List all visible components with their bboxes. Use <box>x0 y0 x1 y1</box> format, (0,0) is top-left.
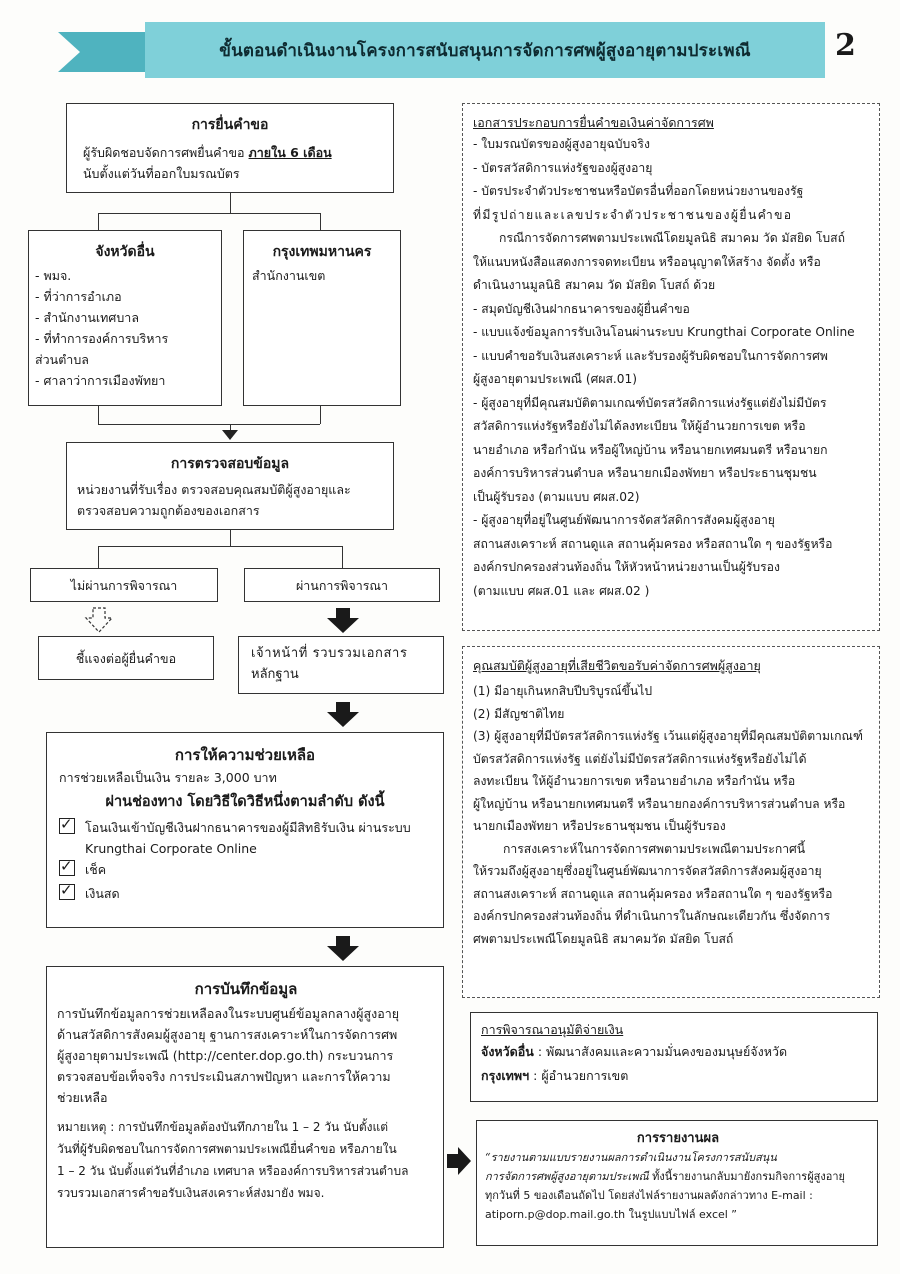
province-box <box>28 230 222 406</box>
option-cheque-label: เช็ค <box>85 862 107 877</box>
connector <box>98 424 320 425</box>
document-item: ให้แนบหนังสือแสดงการจดทะเบียน หรืออนุญาตให้สร้าง จัดตั้ง หรือ <box>473 254 821 269</box>
report-line4: atiporn.p@dop.mail.go.th ในรูปแบบไฟล์ excel ” <box>485 1208 738 1221</box>
assistance-box <box>46 732 444 928</box>
qualification-item: ศพตามประเพณีโดยมูลนิธิ สมาคมวัด มัสยิด โบสถ์ <box>473 931 734 946</box>
province-item: ส่วนตำบล <box>35 352 89 367</box>
connector <box>98 406 99 424</box>
qualification-item: บัตรสวัสดิการแห่งรัฐ แต่ยังไม่มีบัตรสวัสดิการแห่งรัฐหรือยังไม่ได้ <box>473 751 807 766</box>
report-line3: ทุกวันที่ 5 ของเดือนถัดไป โดยส่งไฟล์รายงานผลดังกล่าวทาง E-mail : <box>485 1189 813 1202</box>
approval-province-text: : พัฒนาสังคมและความมั่นคงของมนุษย์จังหวัด <box>533 1044 788 1059</box>
note-line: หมายเหตุ : การบันทึกข้อมูลต้องบันทึกภายใน 1 – 2 วัน นับตั้งแต่ <box>57 1120 389 1134</box>
option-cash <box>47 883 443 904</box>
document-item: ผู้สูงอายุตามประเพณี (ศผส.01) <box>473 372 638 386</box>
document-item: องค์การบริหารส่วนตำบล หรือนายกเมืองพัทยา หรือประธานชุมชน <box>473 466 817 480</box>
qualifications-list <box>473 680 871 950</box>
record-line: ตรวจสอบข้อเท็จจริง การประเมินสภาพปัญหา และการให้ความ <box>57 1069 391 1084</box>
document-item: เป็นผู้รับรอง (ตามแบบ ศผส.02) <box>473 489 640 504</box>
option-transfer-label: โอนเงินเข้าบัญชีเงินฝากธนาคารของผู้มีสิทธิรับเงิน ผ่านระบบ <box>85 820 411 835</box>
arrow-down-icon <box>326 606 360 634</box>
verify-title: การตรวจสอบข้อมูล <box>170 456 290 472</box>
province-item: - ศาลาว่าการเมืองพัทยา <box>35 373 166 388</box>
connector <box>98 546 99 568</box>
approval-bangkok-text: : ผู้อำนวยการเขต <box>529 1068 629 1083</box>
collect-docs-line2: หลักฐาน <box>251 667 299 682</box>
collect-docs-line1: เจ้าหน้าที่ รวบรวมเอกสาร <box>251 646 408 661</box>
record-line: ผู้สูงอายุตามประเพณี (http://center.dop.go.th) กระบวนการ <box>57 1048 394 1063</box>
bangkok-item: สำนักงานเขต <box>252 268 326 283</box>
page-title: ขั้นตอนดำเนินงานโครงการสนับสนุนการจัดการศพผู้สูงอายุตามประเพณี <box>145 22 825 78</box>
assistance-amount: การช่วยเหลือเป็นเงิน รายละ 3,000 บาท <box>59 770 277 785</box>
submit-deadline: ภายใน 6 เดือน <box>248 145 332 160</box>
arrow-down-icon <box>326 700 360 728</box>
qualification-item: ลงทะเบียน ให้ผู้อำนวยการเขต หรือนายอำเภอ หรือกำนัน หรือ <box>473 774 796 788</box>
document-item: องค์กรปกครองส่วนท้องถิ่น ให้หัวหน้าหน่วยงานเป็นผู้รับรอง <box>473 560 780 574</box>
option-cash-label: เงินสด <box>85 886 120 901</box>
qualification-item: ผู้ใหญ่บ้าน หรือนายกเทศมนตรี หรือนายกองค์การบริหารส่วนตำบล หรือ <box>473 796 846 811</box>
arrow-right-icon <box>446 1146 472 1176</box>
record-line: ช่วยเหลือ <box>57 1090 108 1105</box>
approval-box <box>470 1012 878 1102</box>
report-line2-italic: การจัดการศพผู้สูงอายุตามประเพณี <box>485 1170 649 1183</box>
qualification-item: (3) ผู้สูงอายุที่มีบัตรสวัสดิการแห่งรัฐ เว้นแต่ผู้สูงอายุที่มีคุณสมบัติตามเกณฑ์ <box>473 729 863 743</box>
qualification-item: (2) มีสัญชาติไทย <box>473 706 565 721</box>
verify-line2: ตรวจสอบความถูกต้องของเอกสาร <box>77 503 260 518</box>
approval-province <box>481 1040 869 1064</box>
documents-box <box>462 103 880 631</box>
connector <box>320 213 321 230</box>
document-item: - แบบแจ้งข้อมูลการรับเงินโอนผ่านระบบ Krungthai Corporate Online <box>473 325 855 339</box>
pass-label-box <box>244 568 440 602</box>
note-line: วันที่ผู้รับผิดชอบในการจัดการศพตามประเพณียื่นคำขอ หรือภายใน <box>57 1142 397 1156</box>
report-box <box>476 1120 878 1246</box>
qualification-item: การสงเคราะห์ในการจัดการศพตามประเพณีตามประกาศนี้ <box>503 841 806 856</box>
document-item: ดำเนินงานมูลนิธิ สมาคม วัด มัสยิด โบสถ์ ด้วย <box>473 278 716 292</box>
approval-province-label: จังหวัดอื่น <box>481 1044 534 1059</box>
province-item: - สำนักงานเทศบาล <box>35 310 139 325</box>
qualifications-box <box>462 646 880 998</box>
dashed-arrow-icon <box>84 606 114 634</box>
qualification-item: นายกเมืองพัทยา หรือประธานชุมชน เป็นผู้รับรอง <box>473 819 726 833</box>
qualification-item: ให้รวมถึงผู้สูงอายุซึ่งอยู่ในศูนย์พัฒนาการจัดสวัสดิการสังคมผู้สูงอายุ <box>473 864 822 878</box>
qualifications-title: คุณสมบัติผู้สูงอายุที่เสียชีวิตขอรับค่าจัดการศพผู้สูงอายุ <box>473 658 761 673</box>
approval-title: การพิจารณาอนุมัติจ่ายเงิน <box>481 1022 624 1037</box>
connector <box>342 546 343 568</box>
explain-text: ชี้แจงต่อผู้ยื่นคำขอ <box>75 650 177 666</box>
document-item: - ผู้สูงอายุที่อยู่ในศูนย์พัฒนาการจัดสวัสดิการสังคมผู้สูงอายุ <box>473 513 775 527</box>
report-line1: “รายงานตามแบบรายงานผลการดำเนินงานโครงการสนับสนุน <box>485 1151 777 1164</box>
document-item: (ตามแบบ ศผส.01 และ ศผส.02 ) <box>473 583 650 598</box>
province-item: - พมจ. <box>35 268 72 283</box>
province-list <box>29 265 221 391</box>
connector <box>230 193 231 213</box>
document-item: - ใบมรณบัตรของผู้สูงอายุฉบับจริง <box>473 137 650 151</box>
qualification-item: (1) มีอายุเกินหกสิบปีบริบูรณ์ขึ้นไป <box>473 684 653 698</box>
connector <box>98 213 99 230</box>
connector <box>98 546 342 547</box>
connector <box>98 213 320 214</box>
document-item: - บัตรประจำตัวประชาชนหรือบัตรอื่นที่ออกโดยหน่วยงานของรัฐ <box>473 184 804 198</box>
connector <box>230 530 231 546</box>
assistance-channel: ผ่านช่องทาง โดยวิธีใดวิธีหนึ่งตามลำดับ ดังนี้ <box>105 794 385 810</box>
document-item: สถานสงเคราะห์ สถานดูแล สถานคุ้มครอง หรือสถานใด ๆ ของรัฐหรือ <box>473 536 833 551</box>
document-item: นายอำเภอ หรือกำนัน หรือผู้ใหญ่บ้าน หรือนายกเทศมนตรี หรือนายก <box>473 442 828 457</box>
report-line2 <box>485 1167 871 1186</box>
arrow-down-icon <box>326 934 360 962</box>
submit-request-line1 <box>67 142 393 163</box>
province-title: จังหวัดอื่น <box>95 244 155 260</box>
note-line: 1 – 2 วัน นับตั้งแต่วันที่อำเภอ เทศบาล หรือองค์การบริหารส่วนตำบล <box>57 1164 409 1178</box>
province-item: - ที่ว่าการอำเภอ <box>35 289 122 304</box>
document-item: ที่มีรูปถ่ายและเลขประจำตัวประชาชนของผู้ยื่นคำขอ <box>473 207 793 222</box>
document-item: กรณีการจัดการศพตามประเพณีโดยมูลนิธิ สมาคม วัด มัสยิด โบสถ์ <box>499 231 845 245</box>
submit-request-box <box>66 103 394 193</box>
fail-label: ไม่ผ่านการพิจารณา <box>70 577 178 593</box>
assistance-title: การให้ความช่วยเหลือ <box>174 746 316 764</box>
record-box <box>46 966 444 1248</box>
documents-title: เอกสารประกอบการยื่นคำขอเงินค่าจัดการศพ <box>473 115 714 130</box>
bangkok-title: กรุงเทพมหานคร <box>272 244 372 260</box>
collect-docs-box <box>238 636 444 694</box>
record-line: การบันทึกข้อมูลการช่วยเหลือลงในระบบศูนย์ข้อมูลกลางผู้สูงอายุ <box>57 1006 400 1021</box>
record-title: การบันทึกข้อมูล <box>194 980 298 998</box>
report-line2-rest: ทั้งนี้รายงานกลับมายังกรมกิจการผู้สูงอายุ <box>648 1170 845 1183</box>
option-cheque <box>47 859 443 880</box>
submit-request-prefix: ผู้รับผิดชอบจัดการศพยื่นคำขอ <box>83 145 249 160</box>
explain-box <box>38 636 214 680</box>
checkbox-checked-icon <box>59 818 75 834</box>
checkbox-checked-icon <box>59 884 75 900</box>
verify-line1: หน่วยงานที่รับเรื่อง ตรวจสอบคุณสมบัติผู้สูงอายุและ <box>77 482 351 497</box>
arrow-down-icon <box>222 430 238 440</box>
document-item: - ผู้สูงอายุที่มีคุณสมบัติตามเกณฑ์บัตรสวัสดิการแห่งรัฐแต่ยังไม่มีบัตร <box>473 395 827 410</box>
document-item: - สมุดบัญชีเงินฝากธนาคารของผู้ยื่นคำขอ <box>473 301 690 316</box>
document-item: - บัตรสวัสดิการแห่งรัฐของผู้สูงอายุ <box>473 160 653 175</box>
submit-request-title: การยื่นคำขอ <box>191 117 269 133</box>
province-item: - ที่ทำการองค์การบริหาร <box>35 331 169 346</box>
fail-label-box <box>30 568 218 602</box>
pass-label: ผ่านการพิจารณา <box>295 577 389 593</box>
record-body <box>57 1003 435 1108</box>
document-item: - แบบคำขอรับเงินสงเคราะห์ และรับรองผู้รับผิดชอบในการจัดการศพ <box>473 348 828 363</box>
documents-list <box>473 133 871 603</box>
note-line: รวบรวมเอกสารคำขอรับเงินสงเคราะห์ส่งมายัง พมจ. <box>57 1186 325 1200</box>
connector <box>320 406 321 424</box>
bangkok-box <box>243 230 401 406</box>
page-number: 2 <box>835 28 856 63</box>
submit-request-line2: นับตั้งแต่วันที่ออกใบมรณบัตร <box>83 166 240 181</box>
title-ribbon <box>58 22 798 78</box>
approval-bangkok-label: กรุงเทพฯ <box>481 1068 530 1083</box>
document-item: สวัสดิการแห่งรัฐหรือยังไม่ได้ลงทะเบียน ให้ผู้อำนวยการเขต หรือ <box>473 419 806 433</box>
option-transfer <box>47 817 443 838</box>
record-line: ด้านสวัสดิการสังคมผู้สูงอายุ ฐานการสงเคราะห์ในการจัดการศพ <box>57 1027 398 1042</box>
qualification-item: องค์กรปกครองส่วนท้องถิ่น ที่ดำเนินการในลักษณะเดียวกัน ซึ่งจัดการ <box>473 909 831 923</box>
qualification-item: สถานสงเคราะห์ สถานดูแล สถานคุ้มครอง หรือสถานใด ๆ ของรัฐหรือ <box>473 886 833 901</box>
verify-box <box>66 442 394 530</box>
record-note <box>57 1116 435 1204</box>
approval-bangkok <box>481 1064 869 1088</box>
checkbox-checked-icon <box>59 860 75 876</box>
report-title: การรายงานผล <box>636 1131 720 1146</box>
option-transfer-cont: Krungthai Corporate Online <box>85 841 257 856</box>
